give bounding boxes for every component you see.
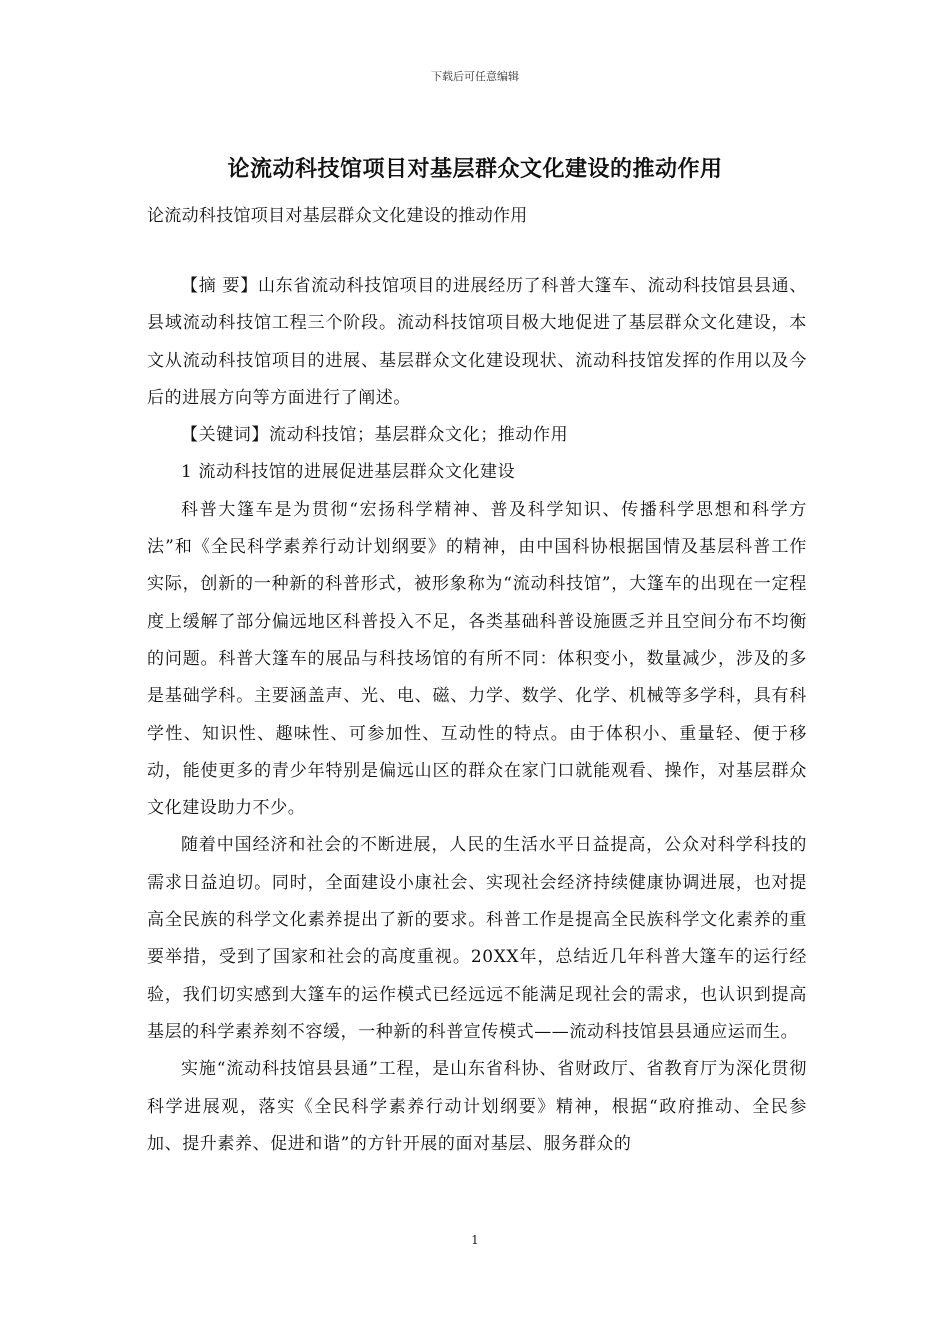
body-paragraph: 实施“流动科技馆县县通”工程，是山东省科协、省财政厅、省教育厅为深化贯彻科学进展观，落实《全民科学素养行动计划纲要》精神，根据“政府推动、全民参加、提升素养、促进和谐”的方针开展的面对基层、服务群众的 (147, 1059, 807, 1154)
abstract-paragraph: 【摘 要】山东省流动科技馆项目的进展经历了科普大篷车、流动科技馆县县通、县域流动科技馆工程三个阶段。流动科技馆项目极大地促进了基层群众文化建设，本文从流动科技馆项目的进展、基层群众文化建设现状、流动科技馆发挥的作用以及今后的进展方向等方面进行了阐述。 (147, 276, 807, 408)
section-heading: 1 流动科技馆的进展促进基层群众文化建设 (181, 462, 516, 483)
keywords-paragraph: 【关键词】流动科技馆；基层群众文化；推动作用 (181, 425, 569, 446)
document-subtitle: 论流动科技馆项目对基层群众文化建设的推动作用 (147, 206, 528, 226)
document-title: 论流动科技馆项目对基层群众文化建设的推动作用 (227, 156, 723, 182)
header-note: 下载后可任意编辑 (431, 70, 519, 83)
body-paragraph: 科普大篷车是为贯彻“宏扬科学精神、普及科学知识、传播科学思想和科学方法”和《全民科学素养行动计划纲要》的精神，由中国科协根据国情及基层科普工作实际，创新的一种新的科普形式，被形象称为“流动科技馆”，大篷车的出现在一定程度上缓解了部分偏远地区科普投入不足，各类基础科普设施匮乏并且空间分布不均衡的问题。科普大篷车的展品与科技场馆的有所不同：体积变小，数量减少，涉及的多是基础学科。主要涵盖声、光、电、磁、力学、数学、化学、机械等多学科，具有科学性、知识性、趣味性、可参加性、互动性的特点。由于体积小、重量轻、便于移动，能使更多的青少年特别是偏远山区的群众在家门口就能观看、操作，对基层群众文化建设助力不少。 (147, 499, 807, 819)
document-body (147, 268, 807, 1163)
body-paragraph: 随着中国经济和社会的不断进展，人民的生活水平日益提高，公众对科学科技的需求日益迫切。同时，全面建设小康社会、实现社会经济持续健康协调进展，也对提高全民族的科学文化素养提出了新的要求。科普工作是提高全民族科学文化素养的重要举措，受到了国家和社会的高度重视。20XX年，总结近几年科普大篷车的运行经验，我们切实感到大篷车的运作模式已经远远不能满足现社会的需求，也认识到提高基层的科学素养刻不容缓，一种新的科普宣传模式——流动科技馆县县通应运而生。 (147, 835, 807, 1042)
page-number: 1 (471, 1233, 479, 1247)
